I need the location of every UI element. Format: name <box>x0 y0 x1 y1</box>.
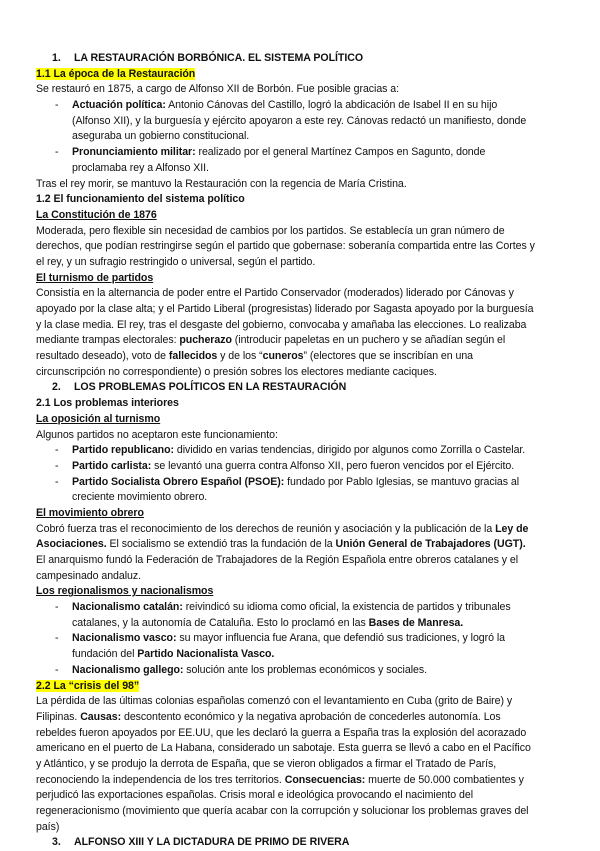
list-item: - Partido Socialista Obrero Español (PSOE): fundado por Pablo Iglesias, se mantuvo gracias al creciente movimiento obrero. <box>55 475 520 504</box>
subsection-2-2-heading: 2.2 La “crisis del 98” <box>36 679 140 692</box>
subsection-1-2-heading: 1.2 El funcionamiento del sistema político <box>36 193 245 206</box>
list-item: - Partido carlista: se levantó una guerra contra Alfonso XII, pero fueron vencidos por el Ejército. <box>55 459 515 472</box>
section-1-heading: 1. LA RESTAURACIÓN BORBÓNICA. EL SISTEMA POLÍTICO <box>52 52 364 64</box>
topic-heading: El turnismo de partidos <box>36 271 154 284</box>
topic-heading: La Constitución de 1876 <box>36 208 157 221</box>
subsection-1-1-heading: 1.1 La época de la Restauración <box>36 67 196 80</box>
topic-heading: Los regionalismos y nacionalismos <box>36 585 214 598</box>
list-item: - Actuación política: Antonio Cánovas del Castillo, logró la abdicación de Isabel II en su hijo (Alfonso XII), y la burguesía y ejército apoyaron a este rey. Cánovas redactó un manifiesto, donde aseguraba un gobierno constitucional. <box>55 99 527 143</box>
paragraph: Algunos partidos no aceptaron este funcionamiento: <box>36 428 278 441</box>
list-item: - Pronunciamiento militar: realizado por el general Martínez Campos en Sagunto, donde proclamaba rey a Alfonso XII. <box>55 146 486 174</box>
document-page <box>36 51 568 851</box>
subsection-2-1-heading: 2.1 Los problemas interiores <box>36 397 179 410</box>
paragraph: Consistía en la alternancia de poder entre el Partido Conservador (moderados) liderado por Cánovas y apoyado por la clase alta; y el Partido Liberal (progresistas) liderado por Sagasta apoyado por la burguesía y la clase media. El rey, tras el desgaste del gobierno, convocaba y amañaba las elecciones. Lo realizaba mediante trampas electorales: pucherazo (introducir papeletas en un puchero y se añadían según el resultado deseado), voto de fallecidos y de los “cuneros” (electores que se inscribían en una circunscripción no correspondiente) o presión sobres los electores mediante caciques. <box>36 287 534 378</box>
paragraph: Se restauró en 1875, a cargo de Alfonso XII de Borbón. Fue posible gracias a: <box>36 83 400 96</box>
paragraph: Moderada, pero flexible sin necesidad de cambios por los partidos. Se establecía un gran número de derechos, que podían restringirse según el partido que gobernase: soberanía compartida entre las Cortes y el rey, y un sufragio restringido o universal, según el partido. <box>36 224 535 268</box>
paragraph: Tras el rey morir, se mantuvo la Restauración con la regencia de María Cristina. <box>36 177 407 190</box>
list-item: - Nacionalismo gallego: solución ante los problemas económicos y sociales. <box>55 663 427 676</box>
list-item: - Nacionalismo vasco: su mayor influencia fue Arana, que defendió sus tradiciones, y logró la fundación del Partido Nacionalista Vasco. <box>55 632 505 661</box>
list-item: - Partido republicano: dividido en varias tendencias, dirigido por algunos como Zorrilla o Castelar. <box>55 444 526 457</box>
list-item: - Nacionalismo catalán: reivindicó su idioma como oficial, la existencia de partidos y tribunales catalanes, y la autonomía de Cataluña. Esto lo proclamó en las Bases de Manresa. <box>55 601 511 629</box>
paragraph: La pérdida de las últimas colonias españolas comenzó con el levantamiento en Cuba (grito de Baire) y Filipinas. Causas: descontento económico y la negativa aprobación de concederles autonomía. Los rebeldes fueron apoyados por EE.UU, que les declaró la guerra a España tras la explosión del acorazado americano en el puerto de La Habana, considerado un sabotaje. Esta guerra se llevó a cabo en el Pacífico y Atlántico, y se produjo la derrota de España, que se vieron obligados a firmar el Tratado de París, reconociendo la independencia de los tres territorios. Consecuencias: muerte de 50.000 combatientes y perjudicó las exportaciones españolas. Crisis moral e ideológica provocando el nacimiento del regeneracionismo (movimiento que quería acabar con la corrupción y solucionar los problemas graves del país) <box>36 695 531 833</box>
section-3-heading: 3. ALFONSO XIII Y LA DICTADURA DE PRIMO DE RIVERA <box>52 836 350 849</box>
topic-heading: La oposición al turnismo <box>36 412 161 425</box>
section-2-heading: 2. LOS PROBLEMAS POLÍTICOS EN LA RESTAURACIÓN <box>52 381 347 394</box>
paragraph: Cobró fuerza tras el reconocimiento de los derechos de reunión y asociación y la publicación de la Ley de Asociaciones. El socialismo se extendió tras la fundación de la Unión General de Trabajadores (UGT). El anarquismo fundó la Federación de Trabajadores de la Región Española entre obreros catalanes y el campesinado andaluz. <box>36 522 529 582</box>
topic-heading: El movimiento obrero <box>36 506 144 519</box>
